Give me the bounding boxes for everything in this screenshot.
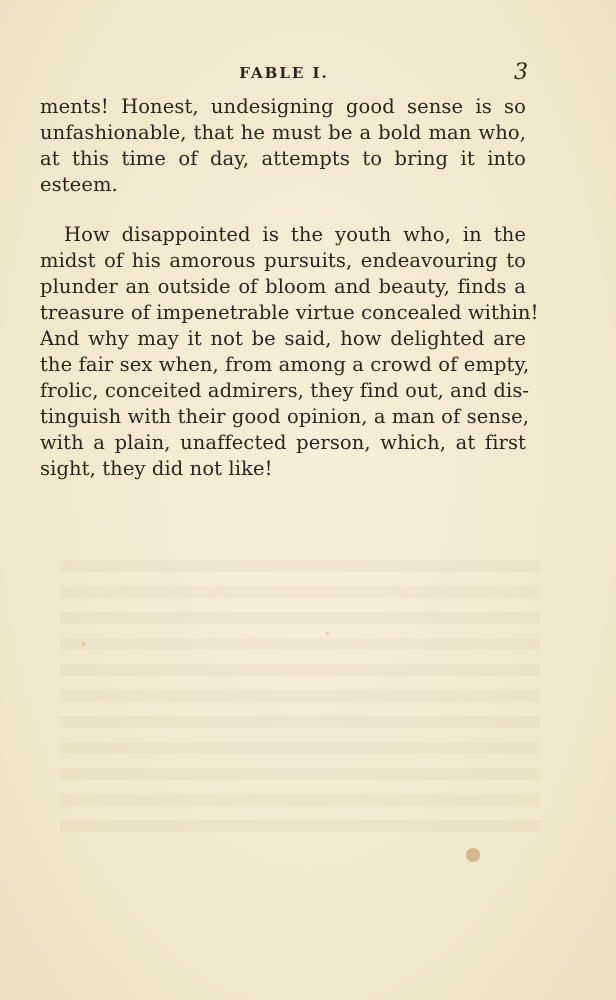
text-line: plunder an outside of bloom and beauty, finds a <box>40 275 526 298</box>
paper-speck <box>82 642 85 646</box>
paper-stain <box>466 848 480 862</box>
text-line: the fair sex when, from among a crowd of empty, <box>40 353 530 376</box>
page-number: 3 <box>514 60 528 85</box>
text-line: at this time of day, attempts to bring it into <box>40 147 526 170</box>
running-head: FABLE I. <box>239 64 329 82</box>
text-line: treasure of impenetrable virtue concealed within! <box>40 301 539 324</box>
bleed-through-text <box>60 560 540 840</box>
text-line: unfashionable, that he must be a bold man who, <box>40 121 526 144</box>
text-line: with a plain, unaffected person, which, at first <box>40 431 526 454</box>
text-line: esteem. <box>40 173 118 196</box>
paper-speck <box>326 632 329 635</box>
text-line: sight, they did not like! <box>40 457 273 480</box>
text-line: tinguish with their good opinion, a man of sense, <box>40 405 530 428</box>
paragraph-1 <box>40 94 526 198</box>
body-text <box>40 94 539 482</box>
text-line: frolic, conceited admirers, they find out, and dis- <box>40 379 530 402</box>
text-line: How disappointed is the youth who, in the <box>64 223 526 246</box>
text-line: And why may it not be said, how delighted are <box>40 327 526 350</box>
paragraph-2 <box>40 222 539 482</box>
paragraph-gap <box>40 198 526 222</box>
page-header <box>40 62 528 86</box>
text-line: ments! Honest, undesigning good sense is so <box>40 95 526 118</box>
text-line: midst of his amorous pursuits, endeavouring to <box>40 249 526 272</box>
